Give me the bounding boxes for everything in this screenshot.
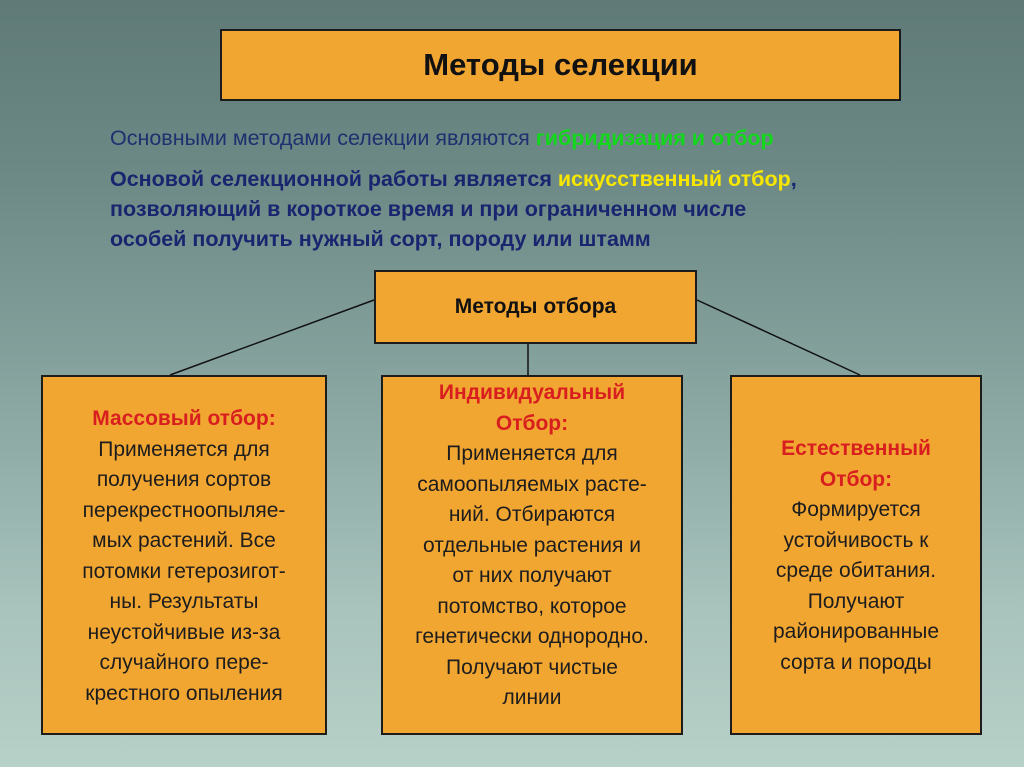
- card-individual-line: потомство, которое: [437, 594, 627, 618]
- intro-line-1-highlight: гибридизация и отбор: [535, 126, 774, 150]
- card-individual-line: от них получают: [452, 564, 612, 587]
- card-natural-selection: [730, 375, 982, 735]
- card-individual-line: ний. Отбираются: [448, 503, 616, 526]
- card-individual-heading-2: Отбор:: [495, 411, 569, 435]
- intro-line-4: особей получить нужный сорт, породу или штамм: [110, 227, 651, 251]
- card-individual-line: Применяется для: [446, 442, 618, 465]
- card-natural-heading-1: Естественный: [781, 437, 931, 460]
- methods-heading: Методы отбора: [454, 295, 617, 318]
- title-box: [220, 29, 901, 101]
- card-natural-line: устойчивость к: [783, 528, 929, 552]
- card-mass-line: случайного пере-: [99, 651, 269, 674]
- card-individual-line: генетически однородно.: [415, 625, 649, 648]
- card-individual-heading-1: Индивидуальный: [438, 381, 626, 404]
- intro-line-2-suffix: ,: [790, 167, 797, 191]
- card-natural-line: районированные: [772, 620, 940, 643]
- card-mass-selection: [41, 375, 327, 735]
- intro-line-2: [110, 164, 970, 194]
- intro-line-1-text: Основными методами селекции являются: [110, 126, 536, 150]
- card-natural-line: среде обитания.: [775, 559, 937, 582]
- card-mass-line: крестного опыления: [85, 681, 283, 705]
- card-mass-line: перекрестноопыляе-: [82, 498, 286, 522]
- card-mass-line: Применяется для: [98, 437, 270, 461]
- card-natural-line: сорта и породы: [780, 650, 932, 674]
- connector-left: [170, 300, 374, 375]
- card-natural-heading-2: Отбор:: [819, 467, 893, 491]
- card-individual-selection: [381, 375, 683, 735]
- card-individual-line: отдельные растения и: [423, 533, 641, 557]
- card-mass-line: неустойчивые из-за: [87, 620, 281, 644]
- card-mass-line: потомки гетерозигот-: [82, 559, 286, 583]
- connector-right: [697, 300, 860, 375]
- intro-line-1: [110, 126, 774, 151]
- card-individual-line: самоопыляемых расте-: [417, 472, 647, 496]
- card-mass-heading: Массовый отбор:: [92, 407, 276, 430]
- page-title: Методы селекции: [423, 47, 698, 82]
- card-individual-line: Получают чистые: [446, 655, 618, 679]
- card-natural-line: Формируется: [791, 498, 921, 521]
- intro-paragraph: [110, 164, 970, 254]
- intro-line-2-text: Основой селекционной работы является: [110, 167, 558, 191]
- card-mass-line: получения сортов: [96, 468, 272, 491]
- card-mass-line: мых растений. Все: [92, 529, 276, 552]
- intro-line-3: позволяющий в короткое время и при ограниченном числе: [110, 197, 747, 221]
- intro-line-2-highlight: искусственный отбор: [557, 167, 791, 191]
- card-individual-line: линии: [502, 686, 562, 709]
- card-natural-line: Получают: [807, 589, 905, 613]
- methods-box: [374, 270, 697, 344]
- card-mass-line: ны. Результаты: [109, 590, 259, 613]
